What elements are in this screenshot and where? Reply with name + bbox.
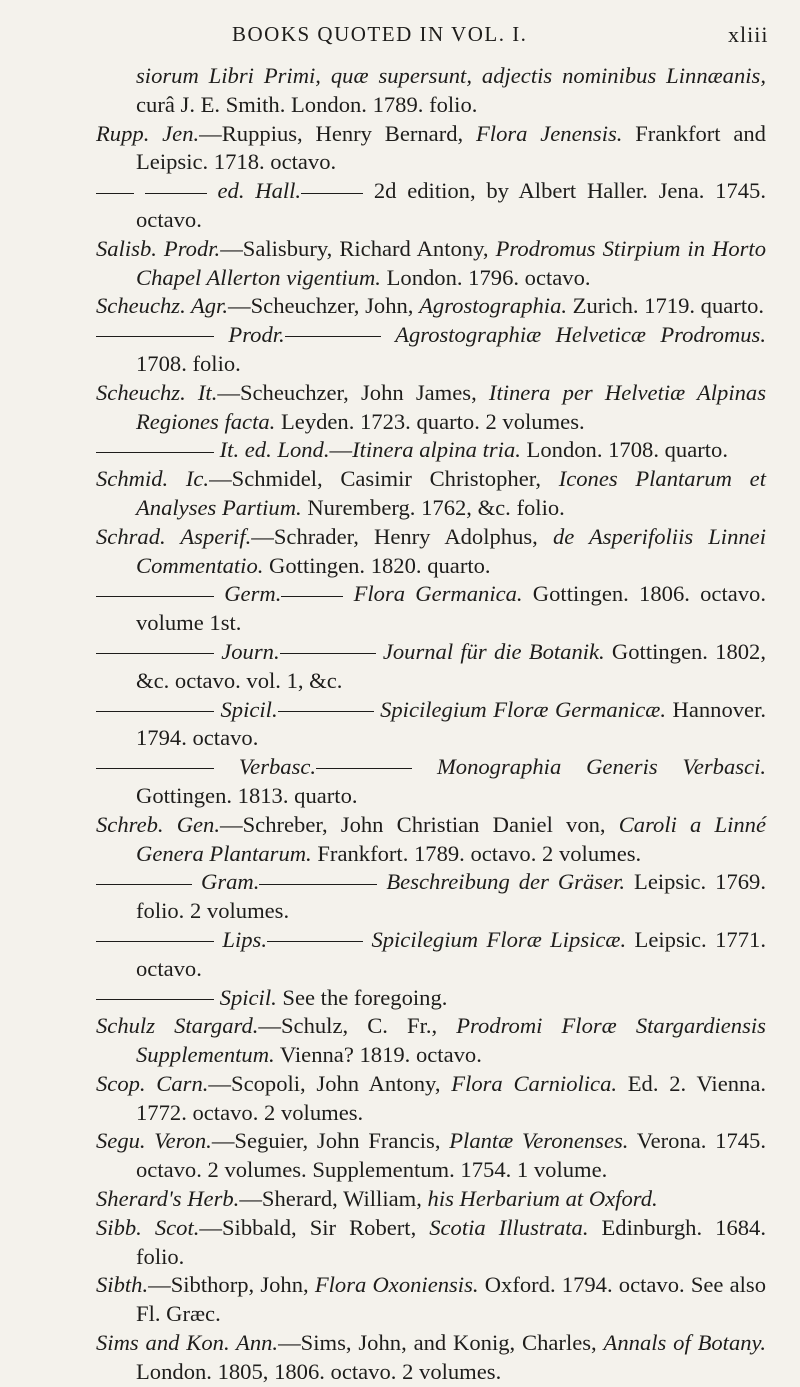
entry-title: Scotia Illustrata.: [429, 1214, 589, 1240]
bibliography-entry: [96, 465, 766, 523]
page-number: xliii: [728, 22, 769, 47]
entry-details: Gottingen. 1802, &c. octavo. vol. 1, &c.: [136, 638, 767, 693]
entry-title: de Asperifoliis Linnei Commentatio.: [136, 523, 766, 578]
entry-abbreviation: Sibth.: [96, 1272, 149, 1298]
entry-abbreviation: Schrad. Asperif.: [96, 523, 252, 549]
ditto-rule: [281, 596, 343, 597]
ditto-rule: [96, 768, 214, 769]
entry-details: See the foregoing.: [276, 984, 448, 1010]
entry-title: Beschreibung der Gräser.: [386, 869, 626, 895]
entry-details: curâ J. E. Smith. London. 1789. folio.: [136, 91, 478, 117]
entry-author: —Scheuchzer, John,: [228, 293, 420, 319]
entry-abbreviation: Segu. Veron.: [96, 1128, 212, 1154]
entry-abbreviation: Prodr.: [228, 322, 285, 348]
ditto-rule: [267, 941, 363, 942]
entry-title: Flora Carniolica.: [451, 1070, 618, 1096]
entry-details: Leipsic. 1771. octavo.: [136, 926, 766, 981]
bibliography-entry: [96, 1329, 766, 1387]
ditto-rule: [96, 884, 192, 885]
bibliography-entry: [96, 811, 766, 869]
entry-details: Zurich. 1719. quarto.: [567, 293, 765, 319]
bibliography-entry: [96, 235, 766, 293]
entry-details: 1708. folio.: [136, 350, 241, 376]
entry-author: —Seguier, John Francis,: [211, 1128, 450, 1154]
ditto-rule: [96, 193, 134, 194]
bibliography-entry: [96, 926, 766, 984]
entry-abbreviation: Spicil.: [219, 984, 277, 1010]
entry-details: London. 1708. quarto.: [520, 437, 728, 463]
entry-details: Verona. 1745. octavo. 2 volumes. Supplementum. 1754. 1 volume.: [136, 1128, 766, 1183]
entry-author: —Scopoli, John Antony,: [208, 1070, 452, 1096]
entry-abbreviation: Scop. Carn.: [96, 1070, 209, 1096]
entry-abbreviation: Scheuchz. It.: [96, 379, 218, 405]
ditto-rule: [259, 884, 377, 885]
entry-abbreviation: Salisb. Prodr.: [96, 235, 221, 261]
entry-abbreviation: Verbasc.: [238, 754, 317, 780]
ditto-rule: [96, 336, 214, 337]
entry-abbreviation: Journ.: [221, 638, 280, 664]
ditto-rule: [278, 711, 374, 712]
entry-title: Spicilegium Floræ Lipsicæ.: [371, 926, 627, 952]
entry-details: 2d edition, by Albert Haller. Jena. 1745. octavo.: [136, 178, 766, 232]
bibliography-entry: [96, 580, 766, 638]
entry-author: —Sibbald, Sir Robert,: [199, 1214, 430, 1240]
entry-author: —Sherard, William,: [239, 1186, 428, 1212]
bibliography-list: [96, 62, 766, 1387]
ditto-rule: [96, 596, 214, 597]
entry-author: —Schreber, John Christian Daniel von,: [220, 811, 619, 837]
entry-title: Caroli a Linné Genera Plantarum.: [136, 811, 766, 866]
entry-details: Leipsic. 1769. folio. 2 volumes.: [136, 869, 766, 924]
entry-title: Flora Oxoniensis.: [314, 1272, 479, 1298]
entry-details: Nuremberg. 1762, &c. folio.: [301, 494, 565, 520]
ditto-rule: [316, 768, 412, 769]
entry-details: Frankfort and Leipsic. 1718. octavo.: [136, 120, 766, 175]
entry-title: Flora Jenensis.: [475, 120, 623, 146]
entry-abbreviation: Sims and Kon. Ann.: [96, 1330, 279, 1356]
bibliography-entry: [96, 321, 766, 379]
entry-details: Vienna? 1819. octavo.: [274, 1042, 482, 1068]
bibliography-entry: [96, 1271, 766, 1329]
bibliography-entry: [96, 638, 766, 696]
entry-title: his Herbarium at Oxford.: [427, 1186, 658, 1212]
page-header: [0, 22, 800, 52]
entry-title: Annals of Botany.: [603, 1330, 766, 1356]
ditto-rule: [96, 711, 214, 712]
entry-title: Itinera alpina tria.: [352, 437, 521, 463]
entry-title: siorum Libri Primi, quæ supersunt, adjectis nominibus Linnæanis,: [136, 63, 766, 88]
entry-details: Gottingen. 1806. octavo. volume 1st.: [136, 581, 766, 636]
entry-author: —Schmidel, Casimir Christopher,: [209, 466, 559, 492]
bibliography-entry: [96, 1214, 766, 1272]
entry-author: —Sibthorp, John,: [148, 1272, 315, 1298]
entry-details: London. 1796. octavo.: [380, 264, 591, 290]
bibliography-entry: [96, 177, 766, 235]
bibliography-entry: [96, 62, 766, 120]
bibliography-entry: [96, 984, 766, 1013]
entry-abbreviation: It. ed. Lond.: [219, 437, 330, 463]
entry-details: Hannover. 1794. octavo.: [136, 696, 766, 751]
entry-title: Prodromi Floræ Stargardiensis Supplementum.: [136, 1013, 766, 1068]
entry-title: Icones Plantarum et Analyses Partium.: [136, 466, 766, 520]
entry-author: —Sims, John, and Konig, Charles,: [278, 1330, 604, 1356]
entry-details: Frankfort. 1789. octavo. 2 volumes.: [311, 840, 642, 866]
entry-title: Plantæ Veronenses.: [449, 1128, 629, 1154]
entry-author: —Salisbury, Richard Antony,: [220, 235, 496, 261]
bibliography-entry: [96, 523, 766, 581]
bibliography-entry: [96, 379, 766, 437]
bibliography-entry: [96, 868, 766, 926]
ditto-rule: [145, 193, 207, 194]
bibliography-entry: [96, 696, 766, 754]
bibliography-entry: [96, 1185, 766, 1214]
entry-title: Flora Germanica.: [353, 581, 523, 607]
entry-details: Ed. 2. Vienna. 1772. octavo. 2 volumes.: [136, 1070, 767, 1125]
ditto-rule: [301, 193, 363, 194]
entry-abbreviation: Schmid. Ic.: [96, 466, 210, 492]
entry-abbreviation: Schulz Stargard.: [96, 1013, 259, 1039]
entry-title: Monographia Generis Verbasci.: [436, 754, 766, 780]
entry-title: Itinera per Helvetiæ Alpinas Regiones facta.: [136, 379, 767, 434]
entry-abbreviation: Scheuchz. Agr.: [96, 293, 228, 319]
entry-abbreviation: Schreb. Gen.: [96, 811, 220, 837]
entry-title: Prodromus Stirpium in Horto Chapel Allerton vigentium.: [136, 235, 766, 290]
entry-author: —Schrader, Henry Adolphus,: [251, 523, 553, 549]
entry-title: Agrostographia.: [419, 293, 568, 319]
entry-abbreviation: Rupp. Jen.: [96, 120, 200, 146]
ditto-rule: [285, 336, 381, 337]
entry-details: Oxford. 1794. octavo. See also Fl. Græc.: [136, 1272, 766, 1327]
entry-author: —Scheuchzer, John James,: [217, 379, 489, 405]
entry-title: Journal für die Botanik.: [382, 638, 605, 664]
bibliography-entry: [96, 120, 766, 178]
bibliography-entry: [96, 436, 766, 465]
ditto-rule: [280, 653, 376, 654]
entry-details: Gottingen. 1813. quarto.: [136, 782, 358, 808]
ditto-rule: [96, 999, 214, 1000]
ditto-rule: [96, 941, 214, 942]
entry-abbreviation: Spicil.: [220, 696, 278, 722]
entry-title: Agrostographiæ Helveticæ Prodromus.: [395, 322, 766, 348]
bibliography-entry: [96, 1070, 766, 1128]
entry-abbreviation: Gram.: [201, 869, 260, 895]
entry-details: Gottingen. 1820. quarto.: [263, 552, 491, 578]
entry-abbreviation: Lips.: [222, 926, 268, 952]
entry-title: Spicilegium Floræ Germanicæ.: [380, 696, 667, 722]
bibliography-entry: [96, 1127, 766, 1185]
ditto-rule: [96, 653, 214, 654]
entry-author: —Schulz, C. Fr.,: [258, 1013, 457, 1039]
entry-details: London. 1805, 1806. octavo. 2 volumes.: [136, 1358, 502, 1384]
entry-author: —Ruppius, Henry Bernard,: [199, 120, 476, 146]
entry-details: Leyden. 1723. quarto. 2 volumes.: [275, 408, 585, 434]
entry-abbreviation: ed. Hall.: [217, 178, 302, 204]
entry-author: —: [329, 437, 353, 463]
entry-abbreviation: Germ.: [224, 581, 282, 607]
entry-abbreviation: Sibb. Scot.: [96, 1214, 200, 1240]
running-title: BOOKS QUOTED IN VOL. I.: [232, 22, 528, 46]
entry-details: Edinburgh. 1684. folio.: [136, 1214, 766, 1269]
entry-abbreviation: Sherard's Herb.: [96, 1186, 240, 1212]
bibliography-entry: [96, 292, 766, 321]
ditto-rule: [96, 452, 214, 453]
bibliography-entry: [96, 753, 766, 811]
bibliography-entry: [96, 1012, 766, 1070]
